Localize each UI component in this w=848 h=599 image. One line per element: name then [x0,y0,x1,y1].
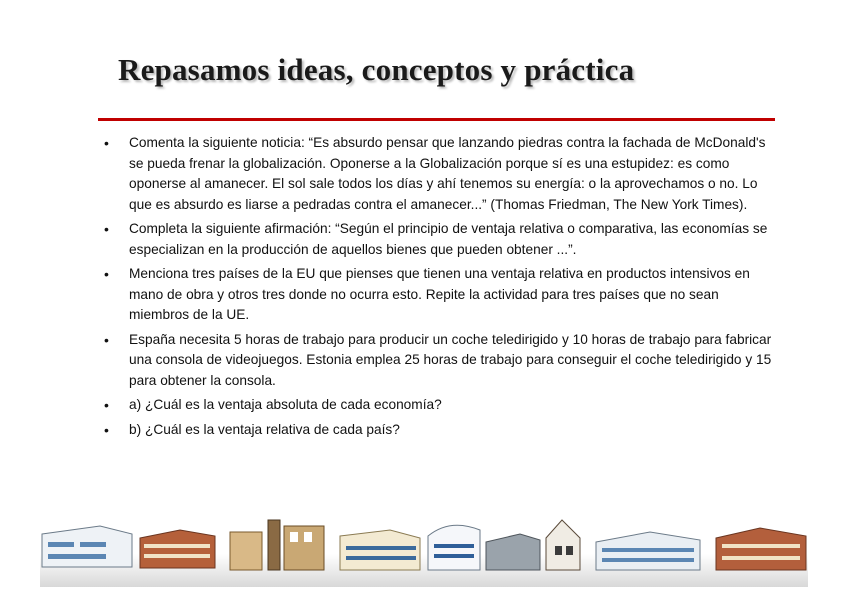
city-buildings-strip-icon [40,512,808,587]
bullet-text: b) ¿Cuál es la ventaja relativa de cada país? [129,421,400,437]
list-item [104,219,772,260]
list-item [104,133,772,215]
bullet-icon: • [104,266,109,282]
bullet-text: Completa la siguiente afirmación: “Según el principio de ventaja relativa o comparativa, las economías se especializan en la producción de aquellos bienes que pueden obtener ...”. [129,221,768,257]
list-item [104,395,772,416]
list-item [104,420,772,441]
list-item [104,330,772,392]
title-divider [98,118,775,121]
bullet-list [104,133,772,444]
bullet-icon: • [104,221,109,237]
page-title: Repasamos ideas, conceptos y práctica [118,52,635,87]
bullet-text: a) ¿Cuál es la ventaja absoluta de cada economía? [129,397,442,412]
bullet-icon: • [104,397,109,413]
bullet-icon: • [104,135,109,151]
bullet-text: España necesita 5 horas de trabajo para producir un coche teledirigido y 10 horas de trabajo para fabricar una consola de videojuegos. Estonia emplea 25 horas de trabajo para conseguir el coche teledirigido y 15 para obtener la consola. [129,331,772,388]
bullet-text: Comenta la siguiente noticia: “Es absurdo pensar que lanzando piedras contra la fachada de McDonald's se pueda frenar la globalización. Oponerse a la Globalización porque sí es una estupidez: es como oponerse al amanecer. El sol sale todos los días y ahí tenemos su energía: o la aprovechamos o no. Lo que es absurdo es liarse a pedradas contra el amanecer...” (Thomas Friedman, The New York Times). [129,135,766,212]
bullet-icon: • [104,421,109,438]
list-item [104,264,772,326]
bullet-icon: • [104,331,109,348]
bullet-text: Menciona tres países de la EU que pienses que tienen una ventaja relativa en productos intensivos en mano de obra y otros tres donde no ocurra esto. Repite la actividad para tres países que no sean miembros de la UE. [129,266,750,322]
